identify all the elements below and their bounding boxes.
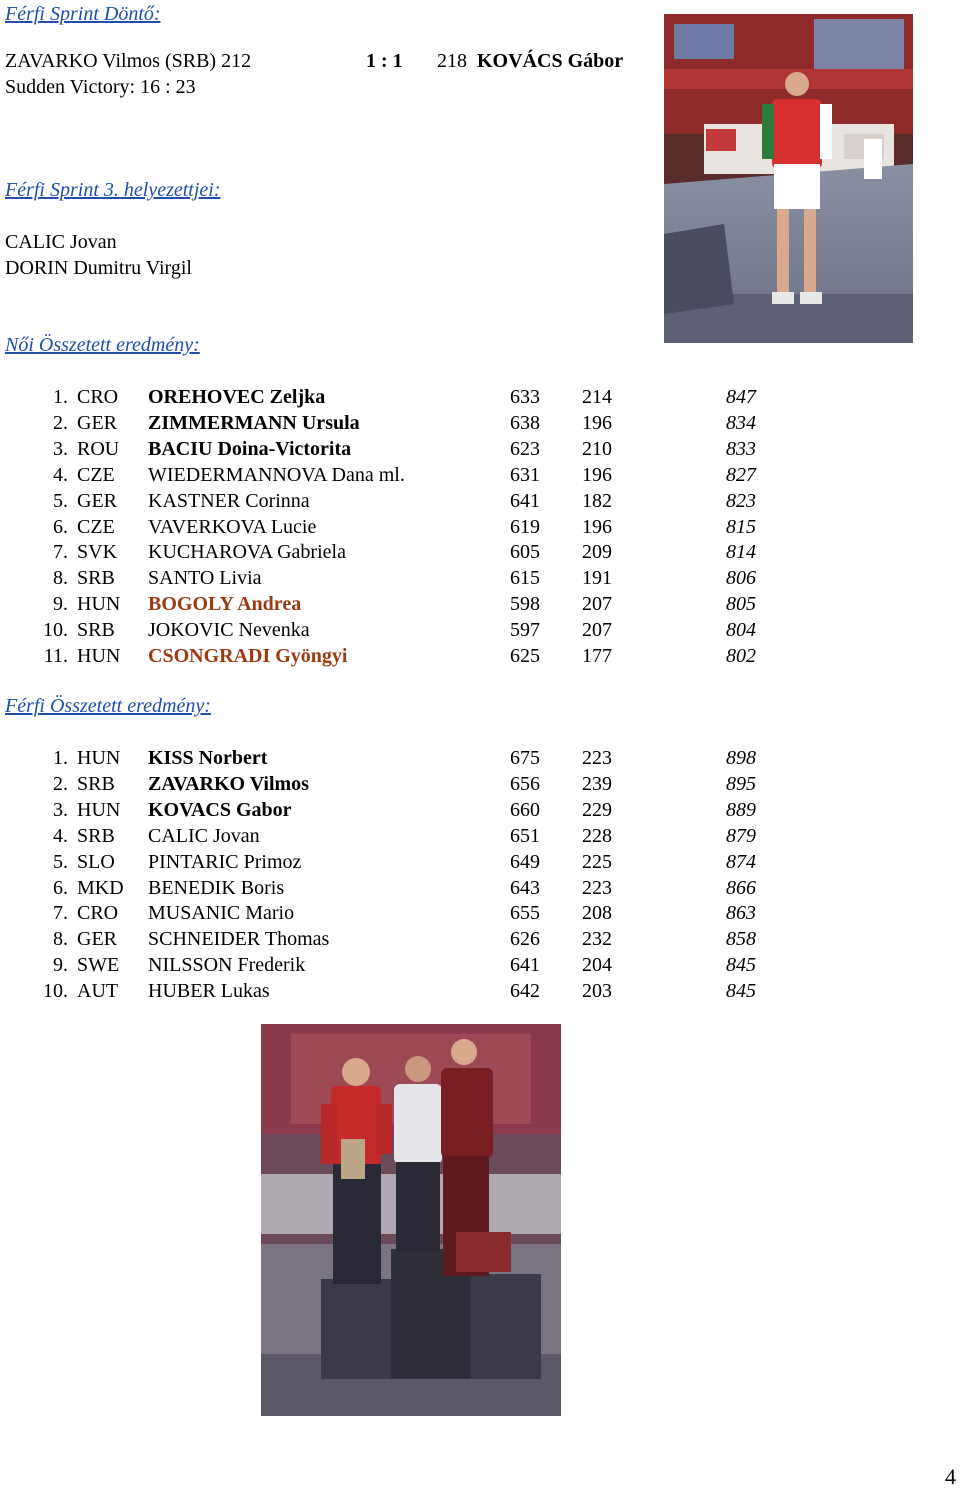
row-b: 191 bbox=[582, 567, 612, 590]
row-name: CSONGRADI Gyöngyi bbox=[148, 645, 348, 667]
row-name: HUBER Lukas bbox=[148, 980, 270, 1003]
row-name: ZAVARKO Vilmos bbox=[148, 772, 309, 795]
row-b: 239 bbox=[582, 772, 612, 795]
row-name: SCHNEIDER Thomas bbox=[148, 928, 330, 951]
row-rank: 3. bbox=[53, 437, 68, 460]
row-nation: GER bbox=[77, 411, 117, 434]
row-rank: 9. bbox=[53, 593, 68, 616]
row-name: OREHOVEC Zeljka bbox=[148, 386, 326, 408]
row-total: 895 bbox=[726, 772, 756, 795]
row-a: 605 bbox=[510, 541, 540, 564]
row-name: CALIC Jovan bbox=[148, 824, 260, 847]
row-name: VAVERKOVA Lucie bbox=[148, 515, 317, 538]
row-nation: GER bbox=[77, 928, 117, 951]
row-rank: 5. bbox=[53, 850, 68, 873]
row-total: 847 bbox=[726, 386, 756, 408]
row-total: 827 bbox=[726, 463, 756, 486]
row-total: 845 bbox=[726, 980, 756, 1003]
row-nation: SLO bbox=[77, 850, 115, 873]
row-nation: SRB bbox=[77, 619, 115, 642]
row-b: 196 bbox=[582, 515, 612, 538]
final-score: 1 : 1 bbox=[366, 50, 403, 72]
row-a: 598 bbox=[510, 593, 540, 616]
row-b: 177 bbox=[582, 645, 612, 667]
final-right-player: KOVÁCS Gábor bbox=[477, 50, 624, 72]
row-name: PINTARIC Primoz bbox=[148, 850, 302, 873]
third-place-player: CALIC Jovan bbox=[5, 231, 117, 253]
row-rank: 4. bbox=[53, 824, 68, 847]
row-b: 223 bbox=[582, 876, 612, 899]
row-rank: 4. bbox=[53, 463, 68, 486]
row-b: 223 bbox=[582, 747, 612, 769]
row-rank: 9. bbox=[53, 954, 68, 977]
row-total: 805 bbox=[726, 593, 756, 616]
row-total: 815 bbox=[726, 515, 756, 538]
row-a: 642 bbox=[510, 980, 540, 1003]
row-name: ZIMMERMANN Ursula bbox=[148, 411, 360, 434]
row-rank: 3. bbox=[53, 798, 68, 821]
row-name: MUSANIC Mario bbox=[148, 902, 295, 925]
row-a: 651 bbox=[510, 824, 540, 847]
row-name: KASTNER Corinna bbox=[148, 489, 310, 512]
row-total: 845 bbox=[726, 954, 756, 977]
row-rank: 11. bbox=[43, 645, 68, 667]
row-name: WIEDERMANNOVA Dana ml. bbox=[148, 463, 405, 486]
row-a: 655 bbox=[510, 902, 540, 925]
row-nation: SVK bbox=[77, 541, 118, 564]
women-heading: Női Összetett eredmény: bbox=[5, 334, 200, 356]
row-a: 619 bbox=[510, 515, 540, 538]
row-b: 208 bbox=[582, 902, 612, 925]
row-nation: SWE bbox=[77, 954, 120, 977]
row-total: 802 bbox=[726, 645, 756, 667]
row-rank: 10. bbox=[43, 980, 68, 1003]
row-rank: 5. bbox=[53, 489, 68, 512]
row-nation: SRB bbox=[77, 772, 115, 795]
row-a: 643 bbox=[510, 876, 540, 899]
row-total: 804 bbox=[726, 619, 756, 642]
row-a: 597 bbox=[510, 619, 540, 642]
row-nation: ROU bbox=[77, 437, 120, 460]
row-nation: GER bbox=[77, 489, 117, 512]
row-name: KISS Norbert bbox=[148, 747, 268, 769]
sudden-victory: Sudden Victory: 16 : 23 bbox=[5, 76, 196, 98]
row-name: KOVACS Gabor bbox=[148, 798, 292, 821]
row-total: 879 bbox=[726, 824, 756, 847]
row-rank: 8. bbox=[53, 567, 68, 590]
row-b: 196 bbox=[582, 463, 612, 486]
row-rank: 7. bbox=[53, 902, 68, 925]
row-b: 182 bbox=[582, 489, 612, 512]
page-number: 4 bbox=[945, 1464, 956, 1489]
third-place-heading: Férfi Sprint 3. helyezettjei: bbox=[5, 179, 221, 201]
row-name: BENEDIK Boris bbox=[148, 876, 285, 899]
row-nation: SRB bbox=[77, 824, 115, 847]
row-b: 204 bbox=[582, 954, 612, 977]
row-nation: SRB bbox=[77, 567, 115, 590]
row-a: 641 bbox=[510, 489, 540, 512]
row-total: 889 bbox=[726, 798, 756, 821]
row-rank: 2. bbox=[53, 772, 68, 795]
row-a: 623 bbox=[510, 437, 540, 460]
row-a: 626 bbox=[510, 928, 540, 951]
row-nation: HUN bbox=[77, 747, 121, 769]
final-heading: Férfi Sprint Döntő: bbox=[5, 3, 161, 25]
row-total: 833 bbox=[726, 437, 756, 460]
row-a: 633 bbox=[510, 386, 540, 408]
row-a: 625 bbox=[510, 645, 540, 667]
row-a: 615 bbox=[510, 567, 540, 590]
row-a: 675 bbox=[510, 747, 540, 769]
row-b: 203 bbox=[582, 980, 612, 1003]
row-rank: 8. bbox=[53, 928, 68, 951]
men-heading: Férfi Összetett eredmény: bbox=[5, 695, 211, 717]
row-total: 834 bbox=[726, 411, 756, 434]
row-b: 207 bbox=[582, 593, 612, 616]
row-b: 207 bbox=[582, 619, 612, 642]
row-name: JOKOVIC Nevenka bbox=[148, 619, 310, 642]
row-b: 232 bbox=[582, 928, 612, 951]
podium-photo bbox=[261, 1024, 561, 1416]
row-total: 858 bbox=[726, 928, 756, 951]
row-total: 866 bbox=[726, 876, 756, 899]
row-nation: CZE bbox=[77, 463, 115, 486]
row-nation: HUN bbox=[77, 593, 121, 616]
row-b: 214 bbox=[582, 386, 612, 408]
row-b: 210 bbox=[582, 437, 612, 460]
row-name: NILSSON Frederik bbox=[148, 954, 306, 977]
row-nation: CZE bbox=[77, 515, 115, 538]
row-total: 823 bbox=[726, 489, 756, 512]
row-nation: CRO bbox=[77, 386, 119, 408]
row-a: 656 bbox=[510, 772, 540, 795]
row-nation: MKD bbox=[77, 876, 124, 899]
row-total: 874 bbox=[726, 850, 756, 873]
row-a: 649 bbox=[510, 850, 540, 873]
row-a: 660 bbox=[510, 798, 540, 821]
row-total: 814 bbox=[726, 541, 756, 564]
row-nation: AUT bbox=[77, 980, 119, 1003]
row-rank: 1. bbox=[53, 386, 68, 408]
row-b: 209 bbox=[582, 541, 612, 564]
row-name: BOGOLY Andrea bbox=[148, 593, 302, 616]
row-rank: 1. bbox=[53, 747, 68, 769]
row-b: 228 bbox=[582, 824, 612, 847]
row-name: KUCHAROVA Gabriela bbox=[148, 541, 346, 564]
row-total: 806 bbox=[726, 567, 756, 590]
row-name: BACIU Doina-Victorita bbox=[148, 437, 352, 460]
row-rank: 10. bbox=[43, 619, 68, 642]
row-b: 196 bbox=[582, 411, 612, 434]
third-place-player: DORIN Dumitru Virgil bbox=[5, 257, 192, 279]
row-nation: HUN bbox=[77, 798, 121, 821]
row-rank: 6. bbox=[53, 515, 68, 538]
row-total: 898 bbox=[726, 747, 756, 769]
row-a: 631 bbox=[510, 463, 540, 486]
row-b: 225 bbox=[582, 850, 612, 873]
row-rank: 2. bbox=[53, 411, 68, 434]
final-left-player: ZAVARKO Vilmos (SRB) 212 bbox=[5, 50, 252, 72]
row-name: SANTO Livia bbox=[148, 567, 262, 590]
row-a: 641 bbox=[510, 954, 540, 977]
row-b: 229 bbox=[582, 798, 612, 821]
row-a: 638 bbox=[510, 411, 540, 434]
row-rank: 6. bbox=[53, 876, 68, 899]
athlete-photo bbox=[664, 14, 913, 343]
row-total: 863 bbox=[726, 902, 756, 925]
final-right-score: 218 bbox=[437, 50, 467, 72]
row-rank: 7. bbox=[53, 541, 68, 564]
row-nation: HUN bbox=[77, 645, 121, 667]
row-nation: CRO bbox=[77, 902, 119, 925]
